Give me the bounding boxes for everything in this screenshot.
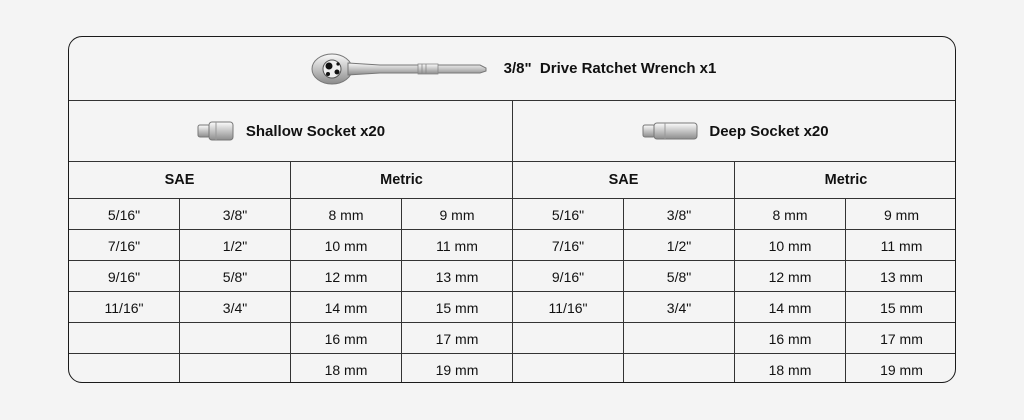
size-cell: 11 mm [880, 237, 923, 254]
size-cell [513, 323, 623, 354]
size-cell: 11/16" [548, 299, 588, 316]
ratchet-header [69, 37, 956, 100]
divider [623, 199, 624, 383]
size-cell: 16 mm [768, 330, 812, 347]
size-cell: 15 mm [435, 299, 479, 316]
size-cell [624, 323, 734, 354]
divider [512, 101, 513, 383]
size-cell: 17 mm [880, 330, 923, 347]
ratchet-label: 3/8" Drive Ratchet Wrench x1 [503, 60, 717, 77]
size-cell: 12 mm [324, 268, 368, 285]
shallow-metric-header: Metric [380, 172, 423, 188]
size-cell: 11 mm [436, 237, 478, 254]
divider [845, 199, 846, 383]
size-cell: 14 mm [768, 299, 812, 316]
size-cell: 15 mm [880, 299, 923, 316]
divider [401, 199, 402, 383]
size-cell: 13 mm [435, 268, 479, 285]
size-cell: 16 mm [324, 330, 368, 347]
size-cell: 10 mm [768, 237, 812, 254]
size-cell: 1/2" [666, 237, 692, 254]
size-cell: 1/2" [222, 237, 248, 254]
size-cell: 8 mm [328, 206, 364, 223]
divider [734, 162, 735, 383]
size-cell: 7/16" [107, 237, 141, 254]
size-cell: 10 mm [324, 237, 368, 254]
size-cell: 7/16" [551, 237, 585, 254]
size-cell: 12 mm [768, 268, 812, 285]
size-cell: 17 mm [435, 330, 479, 347]
divider [179, 199, 180, 383]
deep-sae-header: SAE [608, 172, 639, 188]
size-cell: 9/16" [107, 268, 141, 285]
size-cell: 9/16" [551, 268, 585, 285]
deep-socket-label: Deep Socket x20 [709, 122, 829, 140]
size-cell: 18 mm [324, 361, 368, 378]
size-cell [180, 354, 290, 383]
size-cell: 8 mm [772, 206, 808, 223]
size-cell: 5/8" [222, 268, 248, 285]
shallow-socket-header [69, 101, 512, 161]
size-cell [69, 323, 179, 354]
size-cell: 14 mm [324, 299, 368, 316]
size-cell: 3/8" [666, 206, 692, 223]
size-cell: 19 mm [435, 361, 479, 378]
shallow-socket-label: Shallow Socket x20 [245, 122, 386, 140]
size-cell: 9 mm [884, 206, 919, 223]
shallow-sae-header: SAE [164, 172, 195, 188]
size-cell: 3/4" [666, 299, 692, 316]
size-cell: 5/8" [666, 268, 692, 285]
ratchet-wrench-icon [310, 52, 490, 86]
deep-socket-header [513, 101, 956, 161]
size-cell: 3/4" [222, 299, 248, 316]
deep-metric-header: Metric [824, 172, 868, 188]
divider [290, 162, 291, 383]
size-cell: 5/16" [107, 206, 141, 223]
size-cell [180, 323, 290, 354]
size-cell [513, 354, 623, 383]
size-cell [624, 354, 734, 383]
size-cell [69, 354, 179, 383]
socket-set-table [68, 36, 956, 383]
deep-socket-icon [641, 120, 699, 142]
size-cell: 13 mm [880, 268, 923, 285]
shallow-socket-icon [196, 120, 236, 142]
size-cell: 11/16" [104, 299, 144, 316]
size-cell: 9 mm [439, 206, 475, 223]
size-cell: 19 mm [880, 361, 923, 378]
size-cell: 5/16" [551, 206, 585, 223]
size-cell: 18 mm [768, 361, 812, 378]
size-cell: 3/8" [222, 206, 248, 223]
